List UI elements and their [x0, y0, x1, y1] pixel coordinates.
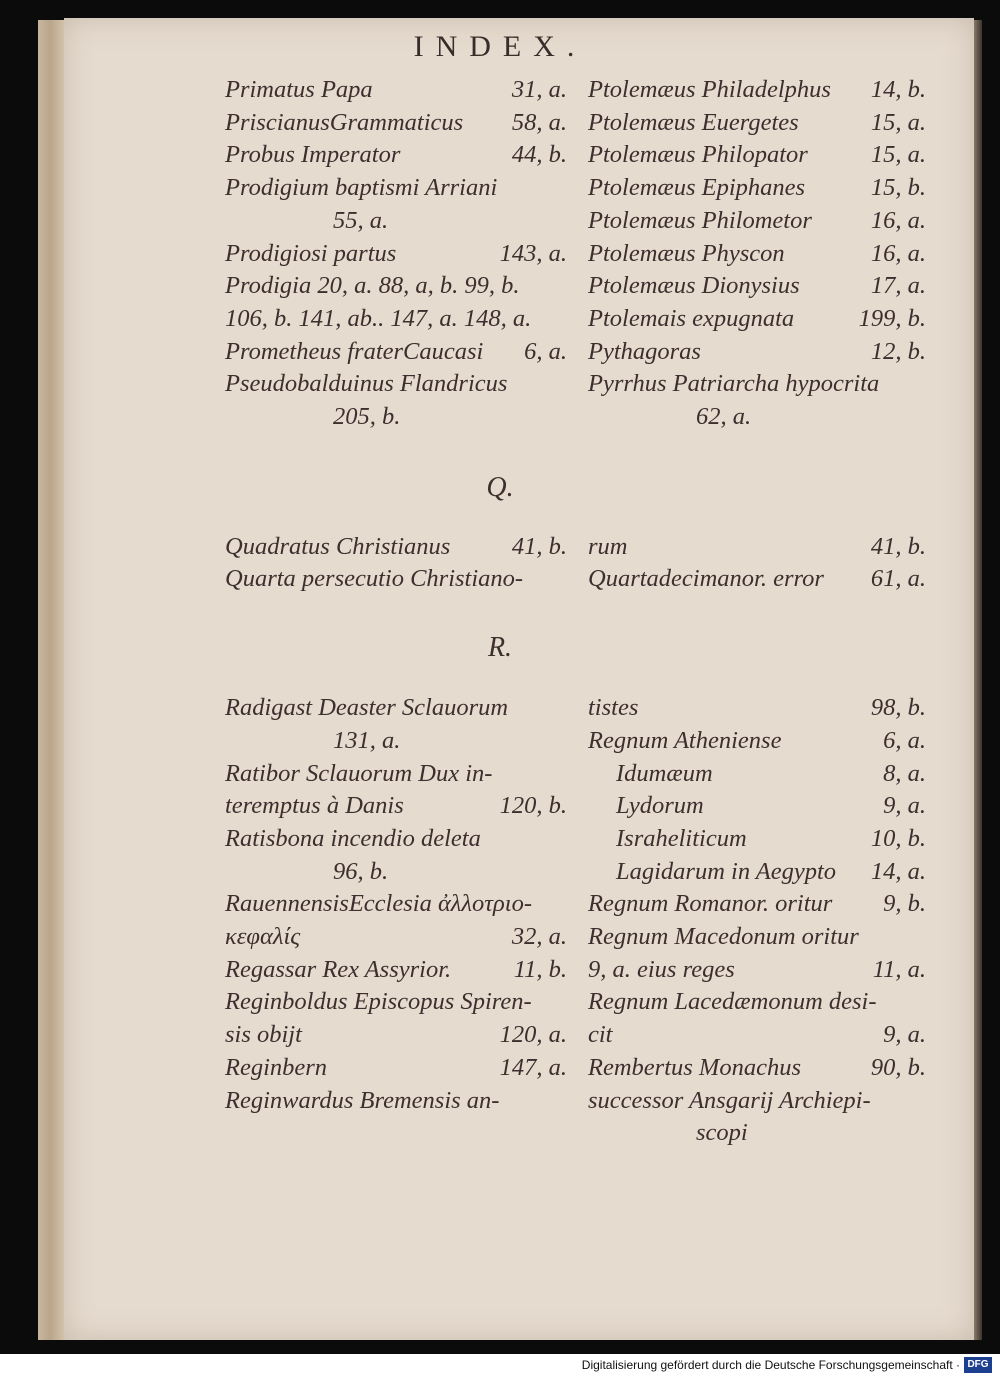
- index-entry-page-ref: 31, a.: [511, 76, 567, 103]
- index-entry-term: Prodigium baptismi Arriani: [225, 174, 498, 202]
- index-entry-page-ref: 17, a.: [870, 272, 926, 300]
- index-entry: [588, 1052, 926, 1085]
- footer-credit: Digitalisierung gefördert durch die Deutsche Forschungsgemeinschaft ·: [581, 1358, 960, 1372]
- index-entry: [588, 954, 926, 987]
- index-entry-term: 96, b.: [333, 857, 389, 885]
- index-entry-term: Prometheus fraterCaucasi: [225, 337, 484, 365]
- index-entry: [225, 303, 567, 336]
- index-entry-term: Regassar Rex Assyrior.: [225, 955, 452, 983]
- index-entry-page-ref: 147, a.: [499, 1053, 567, 1081]
- index-entry-term: Prodigiosi partus: [225, 239, 397, 267]
- index-entry-term: 55, a.: [333, 206, 389, 234]
- index-entry-page-ref: 9, b.: [883, 890, 926, 918]
- index-entry: [588, 172, 926, 205]
- index-entry-term: Ptolemæus Dionysius: [588, 272, 800, 300]
- index-entry-term: Ptolemais expugnata: [588, 304, 795, 332]
- index-entry: [225, 238, 567, 271]
- index-entry-page-ref: 41, b.: [870, 532, 926, 560]
- index-entry-page-ref: 98, b.: [870, 694, 926, 722]
- index-entry-term: Ratibor Sclauorum Dux in-: [225, 759, 493, 787]
- index-entry: [225, 1085, 567, 1118]
- index-entry-term: Regnum Macedonum oritur: [588, 923, 859, 951]
- index-entry-term: PriscianusGrammaticus: [225, 108, 464, 136]
- index-entry-term: Ptolemæus Physcon: [588, 239, 785, 267]
- index-entry-page-ref: 120, b.: [499, 792, 567, 820]
- index-entry-term: sis obijt: [225, 1021, 302, 1049]
- index-entry: [588, 107, 926, 140]
- index-entry: [225, 856, 567, 889]
- index-entry: [588, 856, 926, 889]
- index-entry-term: 106, b. 141, ab.. 147, a. 148, a.: [225, 304, 532, 332]
- index-entry-term: Pseudobalduinus Flandricus: [225, 370, 508, 398]
- index-entry-term: 205, b.: [333, 403, 401, 431]
- index-entry: [588, 531, 926, 564]
- index-entry-term: Ptolemæus Philopator: [588, 141, 808, 169]
- index-entry-page-ref: 90, b.: [870, 1053, 926, 1081]
- index-entry: [588, 921, 926, 954]
- index-entry: [225, 336, 567, 369]
- index-entry-page-ref: 41, b.: [511, 532, 567, 560]
- index-entry-page-ref: 16, a.: [870, 239, 926, 267]
- index-entry: [588, 888, 926, 921]
- index-entry: [588, 823, 926, 856]
- index-entry-term: Lydorum: [616, 792, 704, 820]
- index-entry: [588, 986, 926, 1019]
- index-entry: [588, 368, 926, 401]
- index-entry-page-ref: 11, a.: [872, 955, 926, 983]
- index-entry-term: 9, a. eius reges: [588, 955, 735, 983]
- index-entry-term: 62, a.: [696, 403, 752, 431]
- index-entry-term: Reginbern: [225, 1053, 328, 1081]
- index-entry-page-ref: 199, b.: [858, 304, 926, 332]
- index-entry-term: Quartadecimanor. error: [588, 565, 824, 593]
- index-entry: [225, 823, 567, 856]
- index-entry: [225, 758, 567, 791]
- index-entry-term: teremptus à Danis: [225, 792, 404, 820]
- index-entry-page-ref: 12, b.: [870, 337, 926, 365]
- index-entry-term: Regnum Lacedæmonum desi-: [588, 988, 877, 1016]
- section-letter-r: R.: [487, 632, 513, 663]
- index-entry-page-ref: 14, b.: [870, 76, 926, 103]
- index-entry-term: Reginwardus Bremensis an-: [225, 1086, 500, 1114]
- dfg-logo-icon: DFG: [964, 1357, 992, 1373]
- index-entry: [588, 336, 926, 369]
- index-entry: [588, 401, 926, 434]
- section-letter-q: Q.: [486, 472, 514, 503]
- index-entry-term: Quadratus Christianus: [225, 532, 451, 560]
- index-entry-term: RauennensisEcclesia ἀλλοτριο-: [225, 890, 533, 918]
- index-entry-term: Prodigia 20, a. 88, a, b. 99, b.: [225, 272, 520, 300]
- index-entry-page-ref: 9, a.: [883, 1021, 926, 1049]
- index-entry-page-ref: 6, a.: [524, 337, 567, 365]
- index-entry-page-ref: 14, a.: [870, 857, 926, 885]
- index-entry-term: Radigast Deaster Sclauorum: [225, 694, 509, 722]
- index-entry: [225, 139, 567, 172]
- index-entry: [588, 790, 926, 823]
- index-entry-page-ref: 9, a.: [883, 792, 926, 820]
- index-entry-term: Idumæum: [616, 759, 713, 787]
- index-entry-page-ref: 32, a.: [511, 923, 567, 951]
- index-entry: [225, 172, 567, 205]
- index-entry-page-ref: 10, b.: [870, 824, 926, 852]
- index-entry-term: Primatus Papa: [225, 76, 373, 103]
- index-entry-page-ref: 15, b.: [870, 174, 926, 202]
- index-entry-page-ref: 8, a.: [883, 759, 926, 787]
- index-entry: [225, 725, 567, 758]
- index-entry: [588, 563, 926, 596]
- index-entry: [225, 1052, 567, 1085]
- index-entry-term: Ptolemæus Philometor: [588, 206, 812, 234]
- index-entry-page-ref: 120, a.: [499, 1021, 567, 1049]
- index-entry: [588, 303, 926, 336]
- digitization-footer: [0, 1354, 1000, 1378]
- index-entry: [225, 1019, 567, 1052]
- index-entry: [588, 139, 926, 172]
- index-entry-page-ref: 143, a.: [499, 239, 567, 267]
- index-entry: [225, 531, 567, 564]
- index-entry: [225, 563, 567, 596]
- index-entry-term: Ptolemæus Euergetes: [588, 108, 799, 136]
- index-entry: [225, 888, 567, 921]
- index-entry: [588, 270, 926, 303]
- index-entry-term: cit: [588, 1021, 613, 1049]
- index-entry-term: Lagidarum in Aegypto: [616, 857, 837, 885]
- index-entry-page-ref: 11, b.: [513, 955, 567, 983]
- index-entry: [225, 986, 567, 1019]
- index-entry-term: Ptolemæus Philadelphus: [588, 76, 831, 103]
- index-entry-term: successor Ansgarij Archiepi-: [588, 1086, 871, 1114]
- index-entry: [225, 205, 567, 238]
- index-entry: [225, 401, 567, 434]
- index-entry-term: scopi: [696, 1119, 748, 1147]
- index-entry-page-ref: 44, b.: [511, 141, 567, 169]
- index-entry-term: κεφαλίς: [225, 923, 301, 951]
- index-entry-term: Probus Imperator: [225, 141, 401, 169]
- index-entry-term: Reginboldus Episcopus Spiren-: [225, 988, 532, 1016]
- index-entry: [588, 1085, 926, 1118]
- index-entry-term: Pyrrhus Patriarcha hypocrita: [588, 370, 880, 398]
- index-entry-term: Regnum Atheniense: [588, 726, 782, 754]
- index-column-right: [588, 74, 926, 1150]
- index-entry: [225, 107, 567, 140]
- index-entry-term: Pythagoras: [588, 337, 701, 365]
- index-entry-page-ref: 16, a.: [870, 206, 926, 234]
- index-entry-term: rum: [588, 532, 628, 560]
- index-entry-term: 131, a.: [333, 726, 401, 754]
- index-entry-page-ref: 15, a.: [870, 141, 926, 169]
- index-entry: [225, 954, 567, 987]
- page-header-title: INDEX.: [413, 30, 587, 63]
- index-entry: [588, 238, 926, 271]
- index-entry: [588, 205, 926, 238]
- index-entry-term: Regnum Romanor. oritur: [588, 890, 833, 918]
- index-entry: [588, 74, 926, 107]
- index-column-left: [225, 74, 567, 1117]
- index-entry: [588, 725, 926, 758]
- index-entry-page-ref: 58, a.: [511, 108, 567, 136]
- index-entry-term: Ptolemæus Epiphanes: [588, 174, 806, 202]
- index-entry-page-ref: 6, a.: [883, 726, 926, 754]
- index-entry: [225, 790, 567, 823]
- index-entry-term: Quarta persecutio Christiano-: [225, 565, 524, 593]
- index-entry: [225, 270, 567, 303]
- index-entry: [225, 74, 567, 107]
- index-entry-term: Ratisbona incendio deleta: [225, 824, 481, 852]
- index-entry-page-ref: 15, a.: [870, 108, 926, 136]
- index-entry-page-ref: 61, a.: [870, 565, 926, 593]
- index-entry: [225, 692, 567, 725]
- index-entry: [588, 1117, 926, 1150]
- index-entry-term: Rembertus Monachus: [588, 1053, 801, 1081]
- index-entry: [225, 921, 567, 954]
- page-edge-right: [974, 20, 982, 1340]
- index-entry-term: tistes: [588, 694, 639, 722]
- index-entry-term: Israheliticum: [616, 824, 747, 852]
- index-entry: [588, 692, 926, 725]
- index-entry: [588, 1019, 926, 1052]
- index-entry: [588, 758, 926, 791]
- index-entry: [225, 368, 567, 401]
